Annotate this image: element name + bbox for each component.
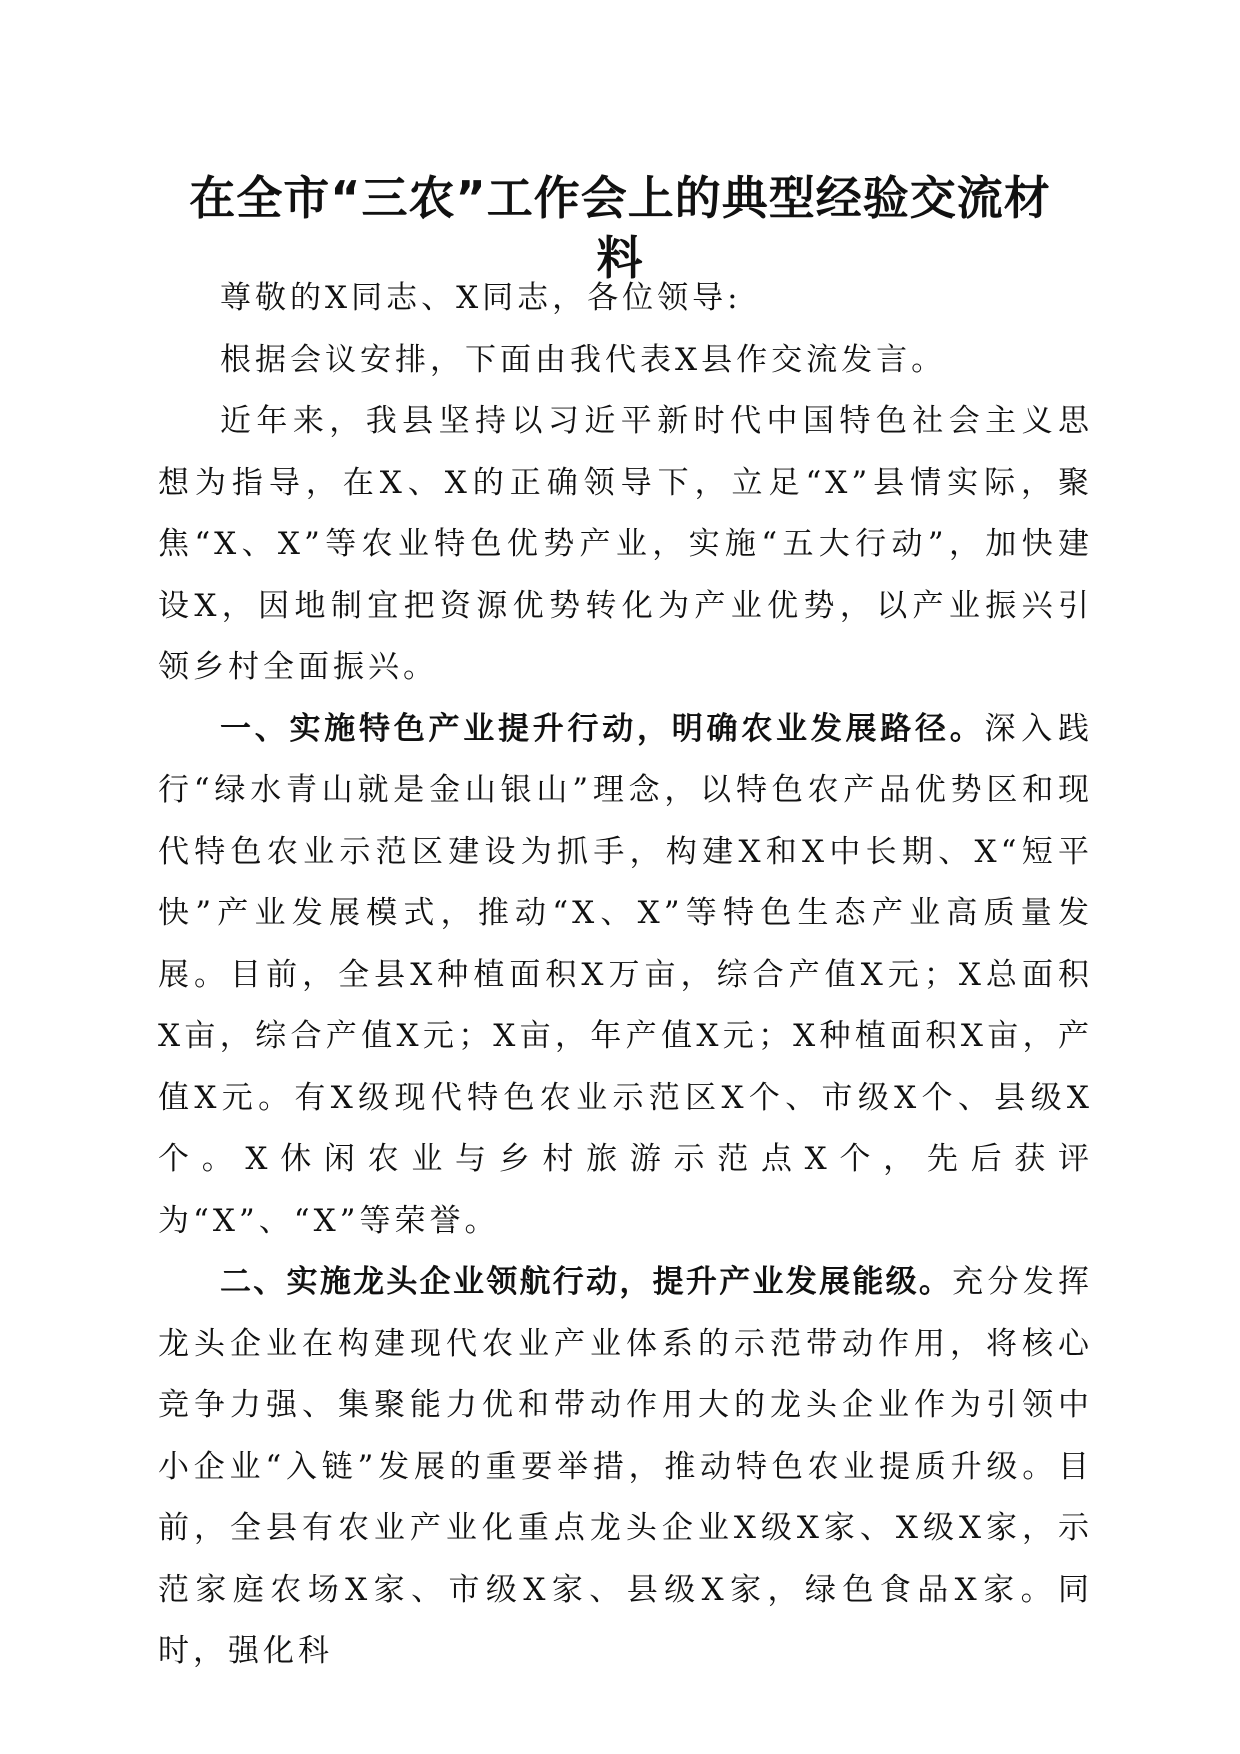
section-text: 深入践行“绿水青山就是金山银山”理念，以特色农产品优势区和现代特色农业示范区建设为抓手，构建X和X中长期、X“短平快”产业发展模式，推动“X、X”等特色生态产业高质量发展。目前，全县X种植面积X万亩，综合产值X元；X总面积X亩，综合产值X元；X亩，年产值X元；X种植面积X亩，产值X元。有X级现代特色农业示范区X个、市级X个、县级X个。X休闲农业与乡村旅游示范点X个，先后获评为“X”、“X”等荣誉。 [158, 710, 1093, 1239]
document-body [158, 268, 1093, 1683]
document-title: 在全市“三农”工作会上的典型经验交流材料 [189, 171, 1051, 285]
intro-paragraph: 近年来，我县坚持以习近平新时代中国特色社会主义思想为指导，在X、X的正确领导下，立足“X”县情实际，聚焦“X、X”等农业特色优势产业，实施“五大行动”，加快建设X，因地制宜把资源优势转化为产业优势，以产业振兴引领乡村全面振兴。 [158, 403, 1093, 685]
section-text: 充分发挥龙头企业在构建现代农业产业体系的示范带动作用，将核心竞争力强、集聚能力优和带动作用大的龙头企业作为引领中小企业“入链”发展的重要举措，推动特色农业提质升级。目前，全县有农业产业化重点龙头企业X级X家、X级X家，示范家庭农场X家、市级X家、县级X家，绿色食品X家。同时，强化科 [158, 1264, 1094, 1669]
section-paragraph [158, 1252, 1093, 1683]
salutation: 尊敬的X同志、X同志，各位领导: [220, 280, 742, 316]
opening-paragraph: 根据会议安排，下面由我代表X县作交流发言。 [220, 341, 947, 378]
section-heading: 一、实施特色产业提升行动，明确农业发展路径。 [220, 710, 985, 747]
section-heading: 二、实施龙头企业领航行动，提升产业发展能级。 [220, 1264, 953, 1300]
section-paragraph [158, 699, 1093, 1253]
